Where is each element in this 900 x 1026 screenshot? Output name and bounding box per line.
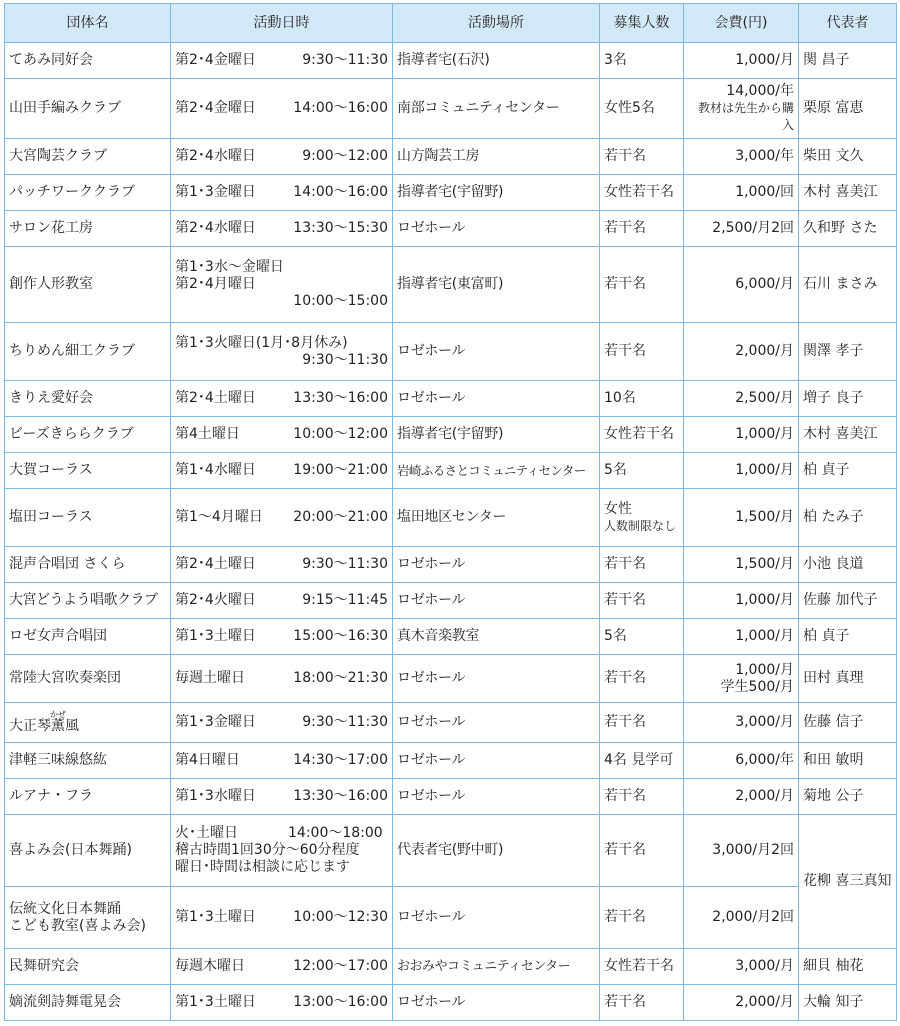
activity-datetime [171, 175, 393, 211]
header-name: 団体名 [5, 4, 171, 43]
table-header-row [5, 4, 897, 43]
table-row [5, 583, 897, 619]
activity-day: 第1･3水～金曜日 [175, 259, 284, 275]
activity-datetime [171, 247, 393, 323]
capacity: 女性5名 [600, 79, 684, 139]
group-name-ruby [50, 710, 66, 734]
fee: 1,000/月 [684, 583, 799, 619]
activity-place: 指導者宅(宇留野) [393, 417, 600, 453]
table-row [5, 619, 897, 655]
fee-amount: 1,000/月 [735, 661, 794, 678]
capacity: 若干名 [600, 211, 684, 247]
capacity: 女性若干名 [600, 417, 684, 453]
capacity-main: 女性 [604, 500, 632, 517]
activity-datetime [171, 985, 393, 1021]
activity-place: 代表者宅(野中町) [393, 815, 600, 887]
activity-day: 第1･3水曜日 [175, 788, 256, 804]
capacity: 10名 [600, 381, 684, 417]
fee: 2,500/月2回 [684, 211, 799, 247]
activity-time: 14:00～16:00 [293, 100, 388, 116]
capacity: 若干名 [600, 703, 684, 743]
activity-day: 第1･3火曜日(1月･8月休み) [175, 334, 348, 351]
group-name [5, 887, 171, 949]
fee: 6,000/年 [684, 743, 799, 779]
activity-datetime [171, 887, 393, 949]
table-row [5, 655, 897, 703]
fee: 2,500/月 [684, 381, 799, 417]
activity-datetime [171, 815, 393, 887]
group-name: きりえ愛好会 [5, 381, 171, 417]
group-name-ruby-base: 薫 [50, 718, 66, 734]
group-name-tail: 風 [65, 718, 79, 734]
activity-place: 指導者宅(石沢) [393, 43, 600, 79]
group-name-line-1: 伝統文化日本舞踊 [9, 900, 121, 917]
fee: 1,000/月 [684, 619, 799, 655]
fee: 6,000/月 [684, 247, 799, 323]
table-row [5, 949, 897, 985]
fee: 1,000/回 [684, 175, 799, 211]
fee: 1,000/月 [684, 43, 799, 79]
activity-day: 第4土曜日 [175, 426, 240, 442]
activity-time: 13:30～16:00 [293, 788, 388, 804]
activity-place: ロゼホール [393, 743, 600, 779]
table-row [5, 417, 897, 453]
activity-place: ロゼホール [393, 583, 600, 619]
group-name: ロゼ女声合唱団 [5, 619, 171, 655]
activity-datetime [171, 743, 393, 779]
fee: 2,000/月 [684, 779, 799, 815]
representative: 柏 貞子 [799, 619, 897, 655]
fee: 2,000/月2回 [684, 887, 799, 949]
capacity: 若干名 [600, 655, 684, 703]
representative: 花柳 喜三真知 [799, 815, 897, 949]
activity-time: 20:00～21:00 [293, 509, 388, 525]
activity-place: 指導者宅(宇留野) [393, 175, 600, 211]
representative: 大輪 知子 [799, 985, 897, 1021]
capacity: 4名 見学可 [600, 743, 684, 779]
activity-time: 14:30～17:00 [293, 752, 388, 768]
activity-day-2: 稽古時間1回30分～60分程度 [175, 842, 360, 858]
group-name: パッチワーククラブ [5, 175, 171, 211]
table-row [5, 323, 897, 381]
activity-time: 10:00～12:00 [293, 426, 388, 442]
fee: 1,000/月 [684, 417, 799, 453]
activity-time: 9:30～11:30 [302, 351, 388, 368]
activity-place: ロゼホール [393, 887, 600, 949]
activity-day: 第2･4金曜日 [175, 52, 256, 68]
representative: 柏 貞子 [799, 453, 897, 489]
table-row [5, 247, 897, 323]
fee: 2,000/月 [684, 323, 799, 381]
activity-datetime [171, 211, 393, 247]
activity-datetime [171, 79, 393, 139]
capacity: 女性若干名 [600, 949, 684, 985]
capacity: 若干名 [600, 779, 684, 815]
activity-day: 第2･4水曜日 [175, 148, 256, 164]
representative: 小池 良道 [799, 547, 897, 583]
activity-place: 真木音楽教室 [393, 619, 600, 655]
activity-table [4, 3, 897, 1021]
activity-day: 第2･4火曜日 [175, 592, 256, 608]
table-row [5, 547, 897, 583]
activity-day: 第1･3土曜日 [175, 628, 256, 644]
representative: 和田 敏明 [799, 743, 897, 779]
activity-day: 第1･3金曜日 [175, 184, 256, 200]
activity-place: ロゼホール [393, 381, 600, 417]
activity-place: ロゼホール [393, 211, 600, 247]
group-name: 混声合唱団 さくら [5, 547, 171, 583]
representative: 佐藤 信子 [799, 703, 897, 743]
activity-time: 14:00～16:00 [293, 184, 388, 200]
header-datetime: 活動日時 [171, 4, 393, 43]
capacity: 若干名 [600, 887, 684, 949]
representative: 柴田 文久 [799, 139, 897, 175]
fee [684, 79, 799, 139]
representative: 柏 たみ子 [799, 489, 897, 547]
header-capacity: 募集人数 [600, 4, 684, 43]
group-name-line-2: こども教室(喜よみ会) [9, 917, 146, 934]
activity-datetime [171, 703, 393, 743]
activity-datetime [171, 547, 393, 583]
fee-note: 教材は先生から購入 [697, 101, 794, 132]
activity-day: 第1･4水曜日 [175, 462, 256, 478]
group-name-ruby-reading: かぜ [50, 710, 66, 719]
capacity [600, 489, 684, 547]
activity-datetime [171, 381, 393, 417]
group-name: 塩田コーラス [5, 489, 171, 547]
activity-time: 13:30～15:30 [293, 220, 388, 236]
capacity: 女性若干名 [600, 175, 684, 211]
representative: 佐藤 加代子 [799, 583, 897, 619]
activity-place: 南部コミュニティセンター [393, 79, 600, 139]
activity-place: ロゼホール [393, 547, 600, 583]
group-name: 山田手編みクラブ [5, 79, 171, 139]
activity-time: 12:00～17:00 [293, 958, 388, 974]
activity-day: 第1･3土曜日 [175, 994, 256, 1010]
representative: 菊地 公子 [799, 779, 897, 815]
activity-time: 9:00～12:00 [302, 148, 388, 164]
group-name: 喜よみ会(日本舞踊) [5, 815, 171, 887]
fee: 3,000/年 [684, 139, 799, 175]
table-row [5, 43, 897, 79]
table-row [5, 779, 897, 815]
activity-day: 毎週土曜日 [175, 670, 245, 686]
activity-day: 第4日曜日 [175, 752, 240, 768]
table-row [5, 381, 897, 417]
activity-datetime [171, 417, 393, 453]
activity-time: 18:00～21:30 [293, 670, 388, 686]
capacity: 3名 [600, 43, 684, 79]
activity-place: ロゼホール [393, 703, 600, 743]
activity-time: 9:30～11:30 [302, 556, 388, 572]
table-row [5, 139, 897, 175]
activity-time: 9:15～11:45 [302, 592, 388, 608]
group-name: サロン花工房 [5, 211, 171, 247]
activity-place: 指導者宅(東富町) [393, 247, 600, 323]
header-place: 活動場所 [393, 4, 600, 43]
activity-day: 第2･4土曜日 [175, 556, 256, 572]
fee: 3,000/月 [684, 949, 799, 985]
activity-datetime [171, 949, 393, 985]
activity-day: 第2･4土曜日 [175, 390, 256, 406]
group-name: 民舞研究会 [5, 949, 171, 985]
header-fee: 会費(円) [684, 4, 799, 43]
activity-datetime [171, 43, 393, 79]
group-name: 嫡流剣詩舞電晃会 [5, 985, 171, 1021]
capacity: 5名 [600, 453, 684, 489]
fee: 1,500/月 [684, 547, 799, 583]
group-name: てあみ同好会 [5, 43, 171, 79]
activity-day-3: 曜日･時間は相談に応じます [175, 859, 350, 875]
activity-datetime [171, 139, 393, 175]
representative: 関 昌子 [799, 43, 897, 79]
capacity: 若干名 [600, 985, 684, 1021]
group-name: 大賀コーラス [5, 453, 171, 489]
activity-datetime [171, 323, 393, 381]
group-name: 津軽三味線悠紘 [5, 743, 171, 779]
group-name: 創作人形教室 [5, 247, 171, 323]
activity-time: 9:30～11:30 [302, 52, 388, 68]
group-name: ビーズきららクラブ [5, 417, 171, 453]
representative: 木村 喜美江 [799, 175, 897, 211]
activity-place: ロゼホール [393, 655, 600, 703]
activity-time: 15:00～16:30 [293, 628, 388, 644]
activity-time: 13:30～16:00 [293, 390, 388, 406]
capacity: 若干名 [600, 323, 684, 381]
activity-datetime [171, 779, 393, 815]
activity-day: 第1～4月曜日 [175, 509, 263, 525]
activity-day: 第2･4水曜日 [175, 220, 256, 236]
table-row [5, 79, 897, 139]
header-rep: 代表者 [799, 4, 897, 43]
activity-table-wrapper [4, 3, 897, 1021]
activity-datetime [171, 583, 393, 619]
group-name: ルアナ・フラ [5, 779, 171, 815]
activity-day: 火･土曜日 [175, 825, 238, 841]
table-row [5, 211, 897, 247]
fee: 3,000/月2回 [684, 815, 799, 887]
activity-place: 塩田地区センター [393, 489, 600, 547]
capacity: 若干名 [600, 547, 684, 583]
representative: 関澤 孝子 [799, 323, 897, 381]
fee: 1,000/月 [684, 453, 799, 489]
activity-place: 岩崎ふるさとコミュニティセンター [393, 453, 600, 489]
activity-datetime [171, 655, 393, 703]
representative: 久和野 さた [799, 211, 897, 247]
activity-datetime [171, 489, 393, 547]
activity-day: 第1･3土曜日 [175, 909, 256, 925]
capacity: 若干名 [600, 583, 684, 619]
fee-amount: 14,000/年 [726, 83, 794, 99]
activity-time: 14:00～18:00 [288, 825, 383, 841]
group-name [5, 703, 171, 743]
group-name-base: 大正琴 [9, 718, 51, 734]
activity-time: 10:00～15:00 [293, 293, 388, 309]
representative: 田村 真理 [799, 655, 897, 703]
representative: 石川 まさみ [799, 247, 897, 323]
activity-day: 第1･3金曜日 [175, 714, 256, 730]
activity-time: 9:30～11:30 [302, 714, 388, 730]
capacity: 若干名 [600, 247, 684, 323]
activity-time: 19:00～21:00 [293, 462, 388, 478]
activity-day: 第2･4金曜日 [175, 100, 256, 116]
representative: 細貝 柚花 [799, 949, 897, 985]
group-name: ちりめん細工クラブ [5, 323, 171, 381]
fee: 2,000/月 [684, 985, 799, 1021]
group-name: 大宮陶芸クラブ [5, 139, 171, 175]
group-name: 大宮どうよう唱歌クラブ [5, 583, 171, 619]
table-row [5, 887, 897, 949]
capacity-note: 人数制限なし [604, 518, 677, 533]
activity-datetime [171, 619, 393, 655]
capacity: 5名 [600, 619, 684, 655]
activity-place: おおみやコミュニティセンター [393, 949, 600, 985]
table-row [5, 703, 897, 743]
table-row [5, 489, 897, 547]
activity-place: ロゼホール [393, 779, 600, 815]
representative: 増子 良子 [799, 381, 897, 417]
fee-note: 学生500/月 [720, 678, 794, 695]
activity-time: 10:00～12:30 [293, 909, 388, 925]
capacity: 若干名 [600, 139, 684, 175]
table-row [5, 453, 897, 489]
group-name: 常陸大宮吹奏楽団 [5, 655, 171, 703]
fee: 1,500/月 [684, 489, 799, 547]
representative: 木村 喜美江 [799, 417, 897, 453]
fee [684, 655, 799, 703]
activity-place: 山方陶芸工房 [393, 139, 600, 175]
table-row [5, 743, 897, 779]
table-row [5, 175, 897, 211]
activity-day: 毎週木曜日 [175, 958, 245, 974]
fee: 3,000/月 [684, 703, 799, 743]
capacity: 若干名 [600, 815, 684, 887]
table-row [5, 985, 897, 1021]
activity-place: ロゼホール [393, 985, 600, 1021]
table-row [5, 815, 897, 887]
activity-time: 13:00～16:00 [293, 994, 388, 1010]
representative: 栗原 富恵 [799, 79, 897, 139]
activity-place: ロゼホール [393, 323, 600, 381]
activity-day-2: 第2･4月曜日 [175, 276, 256, 292]
activity-datetime [171, 453, 393, 489]
